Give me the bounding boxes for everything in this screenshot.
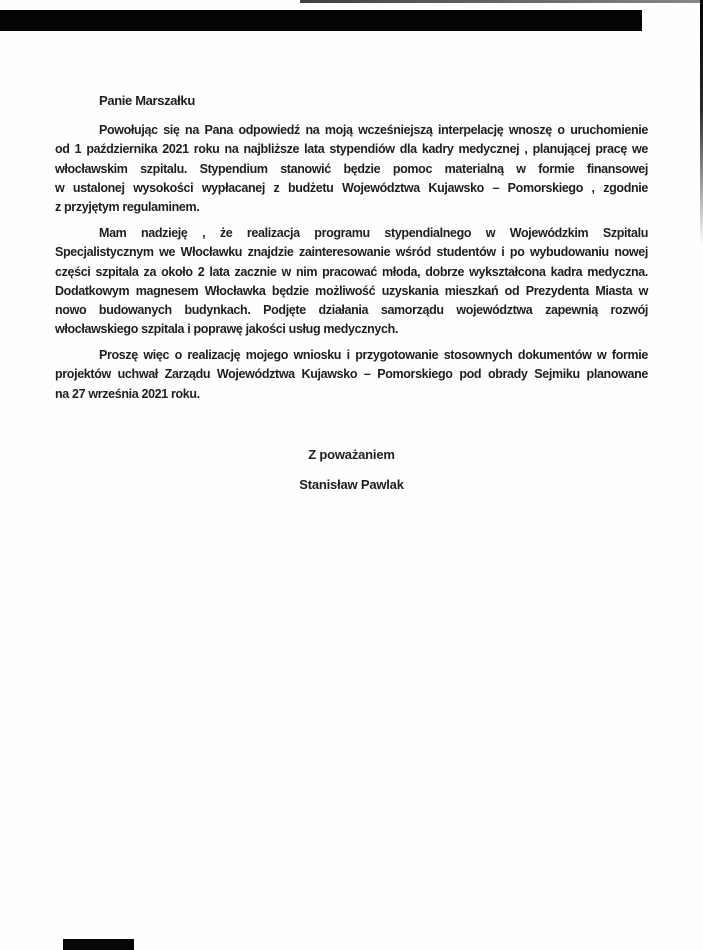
letter-line: Mam nadzieję , że realizacja programu stypendialnego w Wojewódzkim Szpitalu <box>99 226 648 241</box>
letter-line: na 27 września 2021 roku. <box>55 386 200 401</box>
letter-line: Specjalistycznym we Włocławku znajdzie zainteresowanie wśród studentów i po wybudowaniu nowej <box>55 245 648 260</box>
scan-artifact-bottom-bar <box>63 939 134 950</box>
letter-line: projektów uchwał Zarządu Województwa Kujawsko – Pomorskiego pod obrady Sejmiku planowane <box>55 367 648 382</box>
scan-top-edge-line <box>300 0 703 3</box>
letter-closing-block <box>0 445 703 494</box>
letter-line: z przyjętym regulaminem. <box>55 199 200 214</box>
letter-line: nowo budowanych budynkach. Podjęte działania samorządu województwa zapewnią rozwój <box>55 302 648 317</box>
closing-phrase: Z poważaniem <box>308 447 395 462</box>
scan-artifact-top-bar <box>0 10 642 31</box>
signature-name: Stanisław Pawlak <box>299 477 404 493</box>
letter-line: części szpitala za około 2 lata zacznie w nim pracować młoda, dobrze wykształcona kadra medyczna. <box>55 264 648 279</box>
letter-body <box>55 91 648 411</box>
letter-line: Powołując się na Pana odpowiedź na moją wcześniejszą interpelację wnoszę o uruchomienie <box>99 123 648 138</box>
paragraph <box>55 346 648 404</box>
letter-line: Dodatkowym magnesem Włocławka będzie możliwość uzyskania mieszkań od Prezydenta Miasta w <box>55 283 648 298</box>
letter-line: od 1 października 2021 roku na najbliższe lata stypendiów dla kadry medycznej , planującej pracę we <box>55 142 648 157</box>
paragraph <box>55 121 648 217</box>
letter-line: włocławskim szpitalu. Stypendium stanowić będzie pomoc materialną w formie finansowej <box>55 161 648 176</box>
letter-line: Proszę więc o realizację mojego wniosku i przygotowanie stosownych dokumentów w formie <box>99 348 648 363</box>
paragraph <box>55 224 648 339</box>
letter-line: w ustalonej wysokości wypłacanej z budżetu Województwa Kujawsko – Pomorskiego , zgodnie <box>55 180 648 195</box>
letter-line: włocławskiego szpitala i poprawę jakości usług medycznych. <box>55 322 399 337</box>
salutation: Panie Marszałku <box>99 93 195 108</box>
letter-paragraphs <box>55 121 648 404</box>
